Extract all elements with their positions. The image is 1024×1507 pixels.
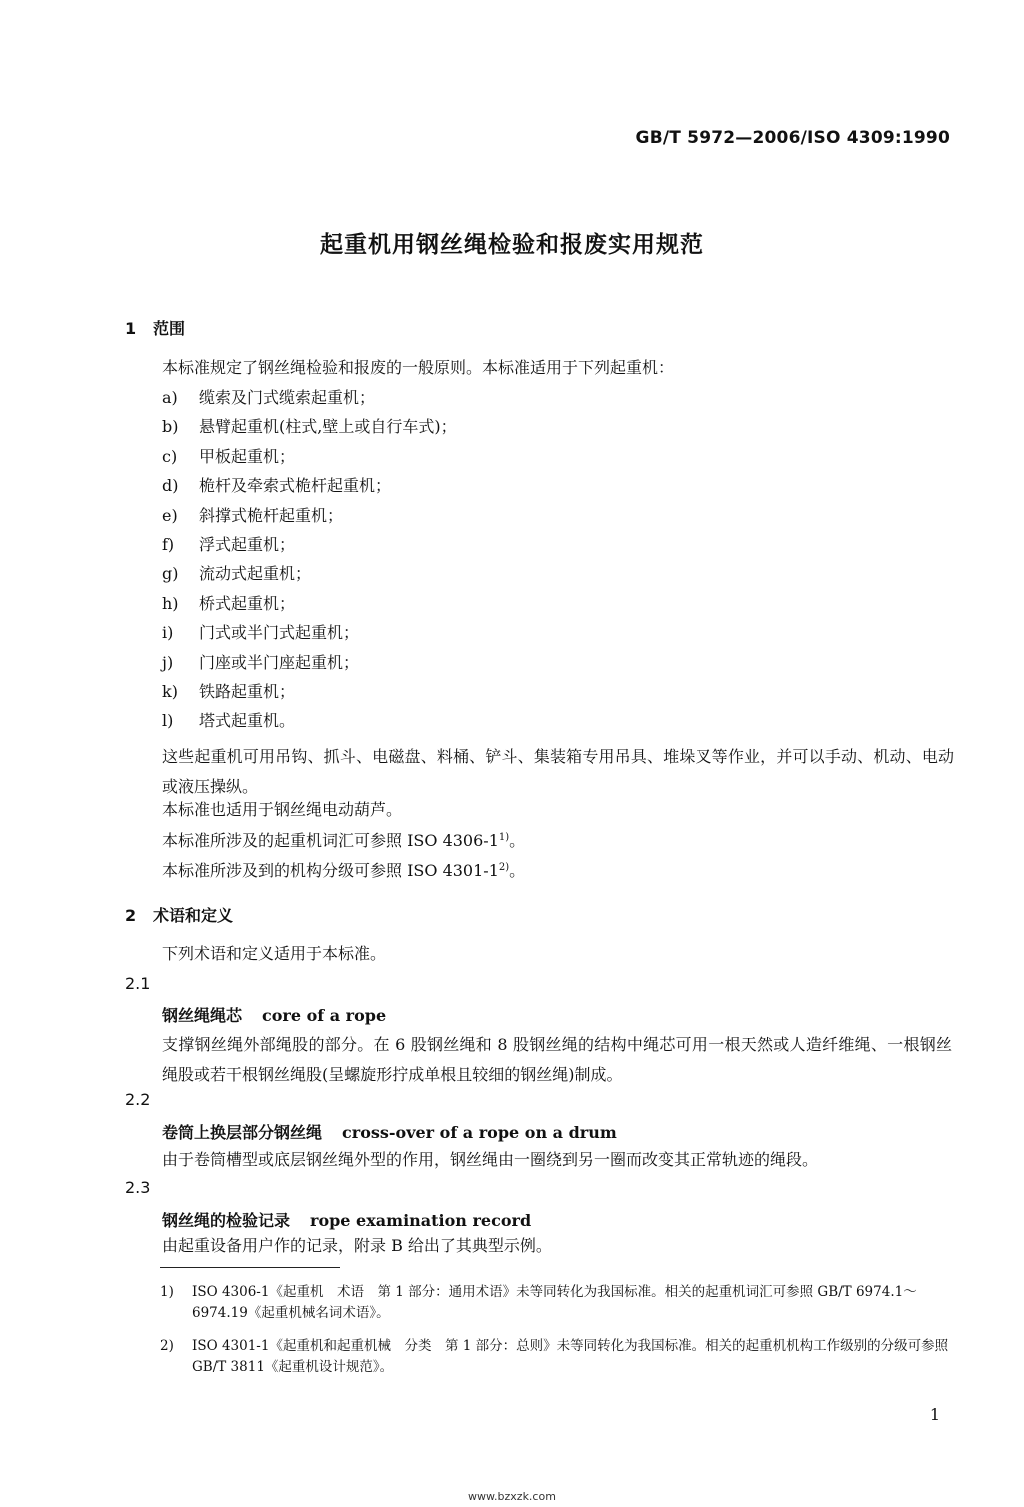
term-en: cross-over of a rope on a drum <box>342 1123 617 1142</box>
list-item <box>162 388 375 408</box>
list-item-text: 铁路起重机； <box>199 682 296 701</box>
section-1-intro: 本标准规定了钢丝绳检验和报废的一般原则。本标准适用于下列起重机： <box>162 358 675 377</box>
term-zh: 钢丝绳的检验记录 <box>162 1211 291 1230</box>
section-2-heading <box>125 903 233 926</box>
list-item <box>162 623 359 643</box>
term-heading <box>162 1003 386 1026</box>
list-item-text: 门式或半门式起重机； <box>199 623 360 642</box>
section-2-intro: 下列术语和定义适用于本标准。 <box>162 944 387 963</box>
term-number: 2.3 <box>125 1178 151 1197</box>
list-item <box>162 506 343 526</box>
list-item <box>162 535 295 555</box>
footnote-text: ISO 4306-1《起重机 术语 第 1 部分：通用术语》未等同转化为我国标准。相关的起重机词汇可参照 GB/T 6974.1～6974.19《起重机械名词术语》。 <box>192 1284 917 1321</box>
paragraph-operations: 这些起重机可用吊钩、抓斗、电磁盘、料桶、铲斗、集装箱专用吊具、堆垛叉等作业，并可以手动、机动、电动或液压操纵。 <box>162 747 954 796</box>
list-item-label: a) <box>162 388 178 407</box>
page-number: 1 <box>929 1405 940 1424</box>
list-item-label: e) <box>162 506 178 525</box>
paragraph-vocabulary <box>162 828 525 851</box>
term-definition: 由起重设备用户作的记录，附录 B 给出了其典型示例。 <box>162 1236 552 1255</box>
footnote-ref-2: 2) <box>498 862 510 873</box>
list-item-text: 流动式起重机； <box>199 564 312 583</box>
list-item-text: 桅杆及牵索式桅杆起重机； <box>199 476 392 495</box>
list-item-label: k) <box>162 682 178 701</box>
footnote-ref-1: 1) <box>498 832 510 843</box>
list-item-label: g) <box>162 564 179 583</box>
list-item-label: b) <box>162 417 179 436</box>
list-item-text: 塔式起重机。 <box>199 711 296 730</box>
footnote-2 <box>160 1336 952 1378</box>
list-item <box>162 476 391 496</box>
document-title: 起重机用钢丝绳检验和报废实用规范 <box>320 232 704 258</box>
section-number: 1 <box>125 319 137 338</box>
footnote-text: ISO 4301-1《起重机和起重机械 分类 第 1 部分：总则》未等同转化为我国标准。相关的起重机机构工作级别的分级可参照 GB/T 3811《起重机设计规范》。 <box>192 1338 949 1375</box>
class-text: 本标准所涉及到的机构分级可参照 ISO 4301-1 <box>162 861 499 880</box>
list-item-label: f) <box>162 535 175 554</box>
list-item-label: l) <box>162 711 174 730</box>
list-item <box>162 711 295 731</box>
footnote-mark: 1) <box>160 1284 174 1300</box>
list-item-text: 斜撑式桅杆起重机； <box>199 506 344 525</box>
paragraph-classification <box>162 858 525 881</box>
term-zh: 钢丝绳绳芯 <box>162 1006 243 1025</box>
term-en: rope examination record <box>310 1211 532 1230</box>
list-item-text: 悬臂起重机(柱式,壁上或自行车式)； <box>199 417 457 436</box>
list-item-text: 浮式起重机； <box>199 535 296 554</box>
section-number: 2 <box>125 906 137 925</box>
term-number: 2.1 <box>125 974 151 993</box>
term-heading <box>162 1120 617 1143</box>
list-item-label: i) <box>162 623 174 642</box>
list-item <box>162 564 311 584</box>
list-item <box>162 653 359 673</box>
term-definition: 由于卷筒槽型或底层钢丝绳外型的作用，钢丝绳由一圈绕到另一圈而改变其正常轨迹的绳段。 <box>162 1150 819 1169</box>
list-item-label: j) <box>162 653 174 672</box>
section-title: 术语和定义 <box>153 906 234 925</box>
term-definition: 支撑钢丝绳外部绳股的部分。在 6 股钢丝绳和 8 股钢丝绳的结构中绳芯可用一根天然或人造纤维绳、一根钢丝绳股或若干根钢丝绳股(呈螺旋形拧成单根且较细的钢丝绳)制成。 <box>162 1035 952 1084</box>
standard-code: GB/T 5972—2006/ISO 4309:1990 <box>635 128 950 148</box>
list-item <box>162 682 295 702</box>
list-item-text: 桥式起重机； <box>199 594 296 613</box>
list-item <box>162 594 295 614</box>
section-1-heading <box>125 316 185 339</box>
list-item-text: 门座或半门座起重机； <box>199 653 360 672</box>
list-item <box>162 447 295 467</box>
term-en: core of a rope <box>262 1006 387 1025</box>
term-zh: 卷筒上换层部分钢丝绳 <box>162 1123 323 1142</box>
list-item-text: 甲板起重机； <box>199 447 296 466</box>
class-end: 。 <box>509 861 526 880</box>
paragraph-hoist: 本标准也适用于钢丝绳电动葫芦。 <box>162 800 403 819</box>
footnote-1 <box>160 1282 952 1324</box>
list-item-label: d) <box>162 476 179 495</box>
footnote-mark: 2) <box>160 1338 174 1354</box>
watermark-url: www.bzxzk.com <box>468 1490 556 1503</box>
section-title: 范围 <box>153 319 186 338</box>
list-item-text: 缆索及门式缆索起重机； <box>199 388 376 407</box>
footnote-divider <box>160 1267 340 1268</box>
term-number: 2.2 <box>125 1090 151 1109</box>
list-item <box>162 417 457 437</box>
vocab-end: 。 <box>509 831 526 850</box>
list-item-label: c) <box>162 447 178 466</box>
term-heading <box>162 1208 531 1231</box>
list-item-label: h) <box>162 594 179 613</box>
vocab-text: 本标准所涉及的起重机词汇可参照 ISO 4306-1 <box>162 831 499 850</box>
